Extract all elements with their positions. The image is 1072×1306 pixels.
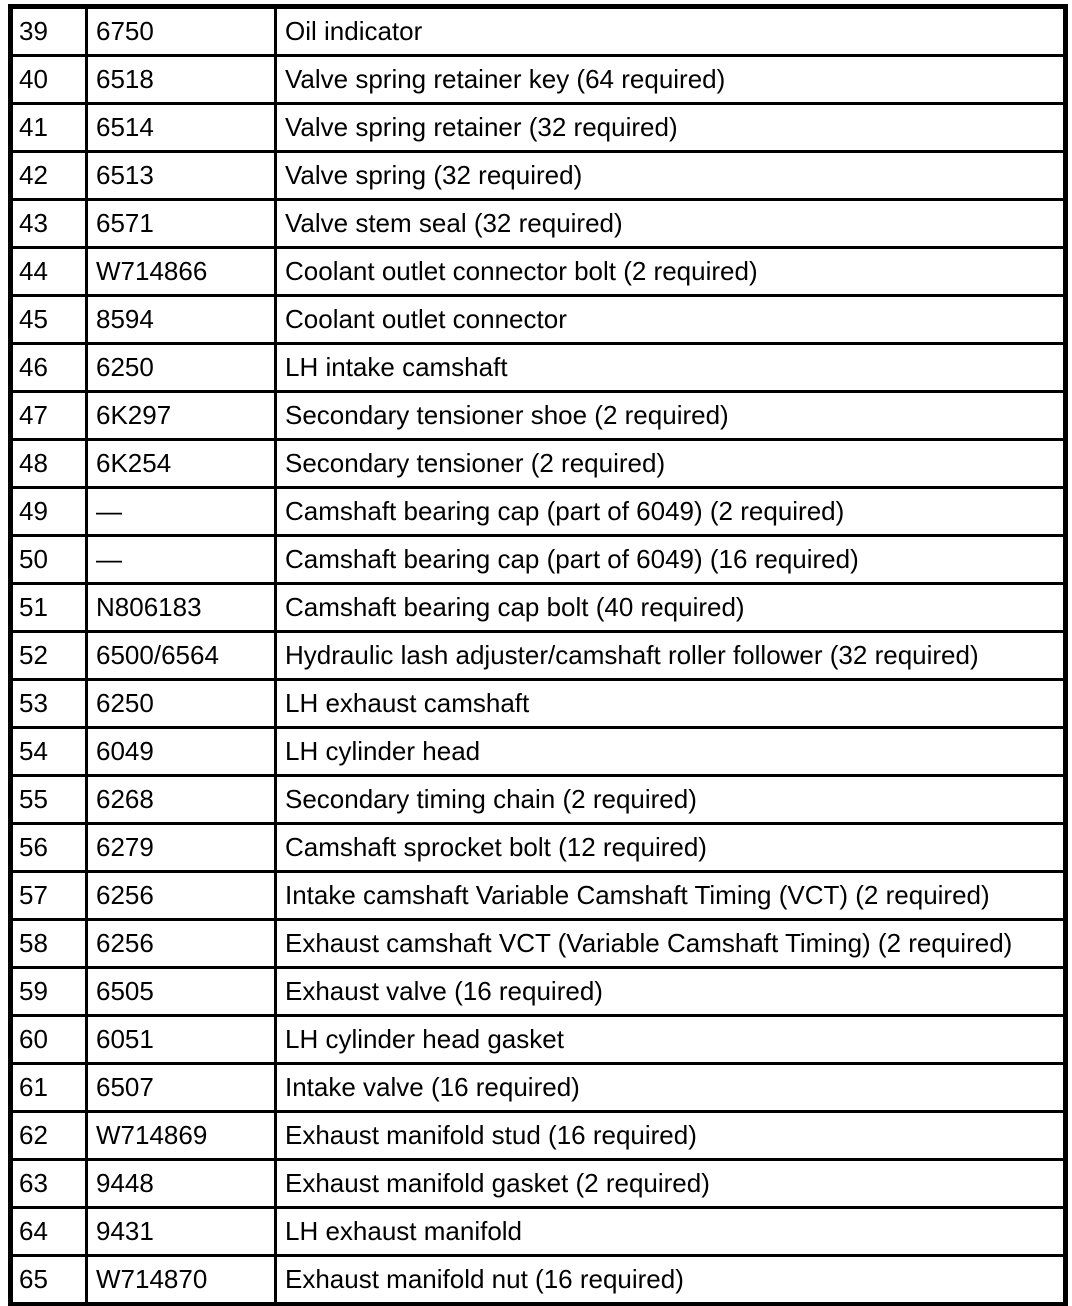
part-number-cell: 6051 xyxy=(87,1016,276,1064)
part-number-cell: N806183 xyxy=(87,584,276,632)
item-number-cell: 49 xyxy=(11,488,87,536)
description-cell: Exhaust camshaft VCT (Variable Camshaft Timing) (2 required) xyxy=(276,920,1066,968)
parts-table-body xyxy=(11,7,1066,1305)
description-cell: Secondary timing chain (2 required) xyxy=(276,776,1066,824)
part-number-cell: — xyxy=(87,488,276,536)
item-number-cell: 42 xyxy=(11,152,87,200)
table-row xyxy=(11,1208,1066,1256)
part-number-cell: 6514 xyxy=(87,104,276,152)
table-row xyxy=(11,1160,1066,1208)
table-row xyxy=(11,1016,1066,1064)
description-cell: Camshaft bearing cap (part of 6049) (16 required) xyxy=(276,536,1066,584)
item-number-cell: 48 xyxy=(11,440,87,488)
description-cell: LH intake camshaft xyxy=(276,344,1066,392)
description-cell: Coolant outlet connector xyxy=(276,296,1066,344)
description-cell: Valve stem seal (32 required) xyxy=(276,200,1066,248)
item-number-cell: 44 xyxy=(11,248,87,296)
table-row xyxy=(11,1256,1066,1305)
part-number-cell: 6250 xyxy=(87,344,276,392)
item-number-cell: 52 xyxy=(11,632,87,680)
description-cell: Hydraulic lash adjuster/camshaft roller follower (32 required) xyxy=(276,632,1066,680)
description-cell: Valve spring (32 required) xyxy=(276,152,1066,200)
table-row xyxy=(11,1064,1066,1112)
table-row xyxy=(11,920,1066,968)
part-number-cell: 6518 xyxy=(87,56,276,104)
description-cell: Camshaft sprocket bolt (12 required) xyxy=(276,824,1066,872)
description-cell: Camshaft bearing cap (part of 6049) (2 required) xyxy=(276,488,1066,536)
table-row xyxy=(11,296,1066,344)
description-cell: Coolant outlet connector bolt (2 required) xyxy=(276,248,1066,296)
item-number-cell: 53 xyxy=(11,680,87,728)
part-number-cell: W714869 xyxy=(87,1112,276,1160)
description-cell: Secondary tensioner shoe (2 required) xyxy=(276,392,1066,440)
item-number-cell: 64 xyxy=(11,1208,87,1256)
table-row xyxy=(11,968,1066,1016)
description-cell: LH cylinder head xyxy=(276,728,1066,776)
description-cell: Secondary tensioner (2 required) xyxy=(276,440,1066,488)
table-row xyxy=(11,104,1066,152)
part-number-cell: 6505 xyxy=(87,968,276,1016)
description-cell: Valve spring retainer (32 required) xyxy=(276,104,1066,152)
description-cell: LH exhaust manifold xyxy=(276,1208,1066,1256)
item-number-cell: 54 xyxy=(11,728,87,776)
part-number-cell: W714866 xyxy=(87,248,276,296)
part-number-cell: — xyxy=(87,536,276,584)
part-number-cell: 6279 xyxy=(87,824,276,872)
item-number-cell: 55 xyxy=(11,776,87,824)
part-number-cell: W714870 xyxy=(87,1256,276,1305)
item-number-cell: 45 xyxy=(11,296,87,344)
part-number-cell: 9448 xyxy=(87,1160,276,1208)
part-number-cell: 6049 xyxy=(87,728,276,776)
table-row xyxy=(11,632,1066,680)
item-number-cell: 62 xyxy=(11,1112,87,1160)
item-number-cell: 46 xyxy=(11,344,87,392)
item-number-cell: 63 xyxy=(11,1160,87,1208)
item-number-cell: 51 xyxy=(11,584,87,632)
table-row xyxy=(11,680,1066,728)
description-cell: LH exhaust camshaft xyxy=(276,680,1066,728)
part-number-cell: 9431 xyxy=(87,1208,276,1256)
description-cell: Exhaust valve (16 required) xyxy=(276,968,1066,1016)
table-row xyxy=(11,1112,1066,1160)
table-row xyxy=(11,536,1066,584)
item-number-cell: 56 xyxy=(11,824,87,872)
description-cell: Intake valve (16 required) xyxy=(276,1064,1066,1112)
item-number-cell: 61 xyxy=(11,1064,87,1112)
description-cell: Exhaust manifold nut (16 required) xyxy=(276,1256,1066,1305)
table-row xyxy=(11,344,1066,392)
part-number-cell: 6256 xyxy=(87,872,276,920)
item-number-cell: 47 xyxy=(11,392,87,440)
item-number-cell: 57 xyxy=(11,872,87,920)
item-number-cell: 60 xyxy=(11,1016,87,1064)
table-row xyxy=(11,152,1066,200)
item-number-cell: 50 xyxy=(11,536,87,584)
part-number-cell: 6507 xyxy=(87,1064,276,1112)
table-row xyxy=(11,56,1066,104)
table-row xyxy=(11,584,1066,632)
part-number-cell: 6K297 xyxy=(87,392,276,440)
description-cell: Oil indicator xyxy=(276,7,1066,56)
item-number-cell: 59 xyxy=(11,968,87,1016)
description-cell: Valve spring retainer key (64 required) xyxy=(276,56,1066,104)
part-number-cell: 6268 xyxy=(87,776,276,824)
part-number-cell: 6571 xyxy=(87,200,276,248)
item-number-cell: 41 xyxy=(11,104,87,152)
part-number-cell: 6500/6564 xyxy=(87,632,276,680)
table-row xyxy=(11,872,1066,920)
parts-table xyxy=(8,4,1068,1306)
part-number-cell: 6K254 xyxy=(87,440,276,488)
part-number-cell: 8594 xyxy=(87,296,276,344)
part-number-cell: 6750 xyxy=(87,7,276,56)
table-row xyxy=(11,200,1066,248)
part-number-cell: 6513 xyxy=(87,152,276,200)
description-cell: Camshaft bearing cap bolt (40 required) xyxy=(276,584,1066,632)
part-number-cell: 6250 xyxy=(87,680,276,728)
table-row xyxy=(11,824,1066,872)
item-number-cell: 39 xyxy=(11,7,87,56)
table-row xyxy=(11,776,1066,824)
item-number-cell: 40 xyxy=(11,56,87,104)
description-cell: Exhaust manifold stud (16 required) xyxy=(276,1112,1066,1160)
description-cell: LH cylinder head gasket xyxy=(276,1016,1066,1064)
part-number-cell: 6256 xyxy=(87,920,276,968)
table-row xyxy=(11,392,1066,440)
table-row xyxy=(11,728,1066,776)
item-number-cell: 58 xyxy=(11,920,87,968)
description-cell: Intake camshaft Variable Camshaft Timing (VCT) (2 required) xyxy=(276,872,1066,920)
table-row xyxy=(11,248,1066,296)
item-number-cell: 43 xyxy=(11,200,87,248)
item-number-cell: 65 xyxy=(11,1256,87,1305)
table-row xyxy=(11,7,1066,56)
description-cell: Exhaust manifold gasket (2 required) xyxy=(276,1160,1066,1208)
table-row xyxy=(11,440,1066,488)
table-row xyxy=(11,488,1066,536)
